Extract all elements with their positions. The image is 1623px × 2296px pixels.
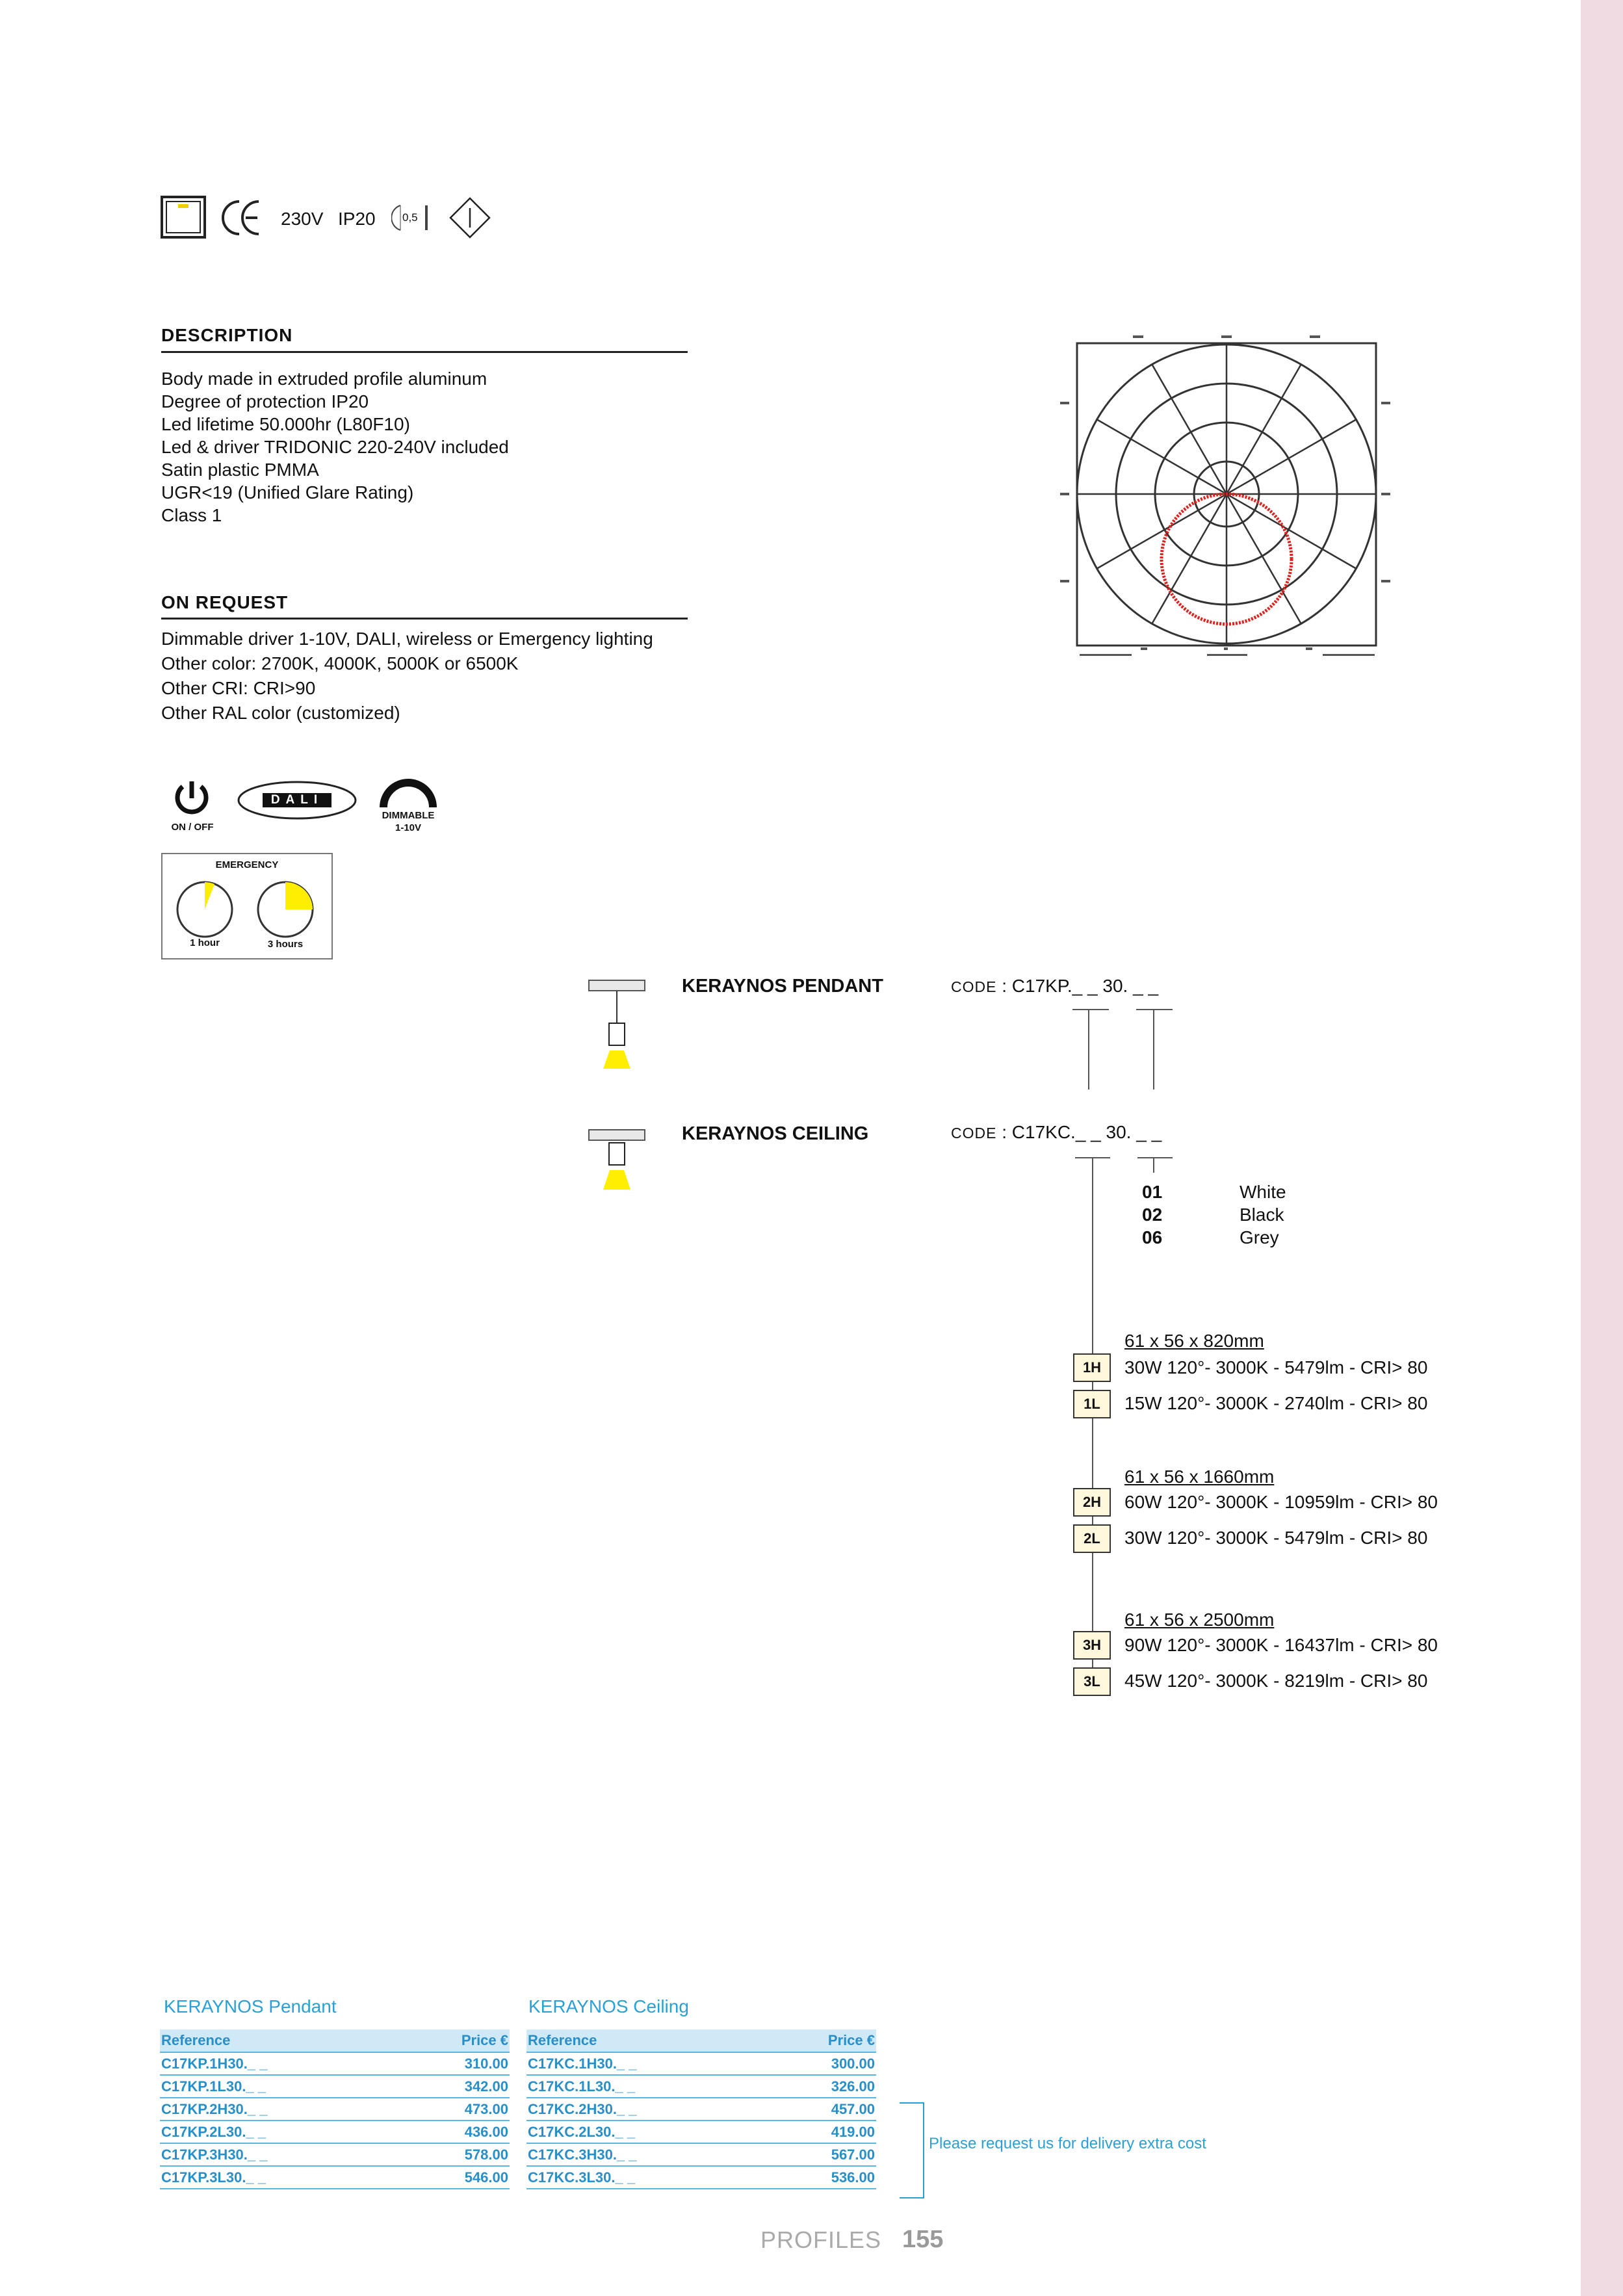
table-row [160, 2143, 510, 2166]
pendant-code-value: : C17KP._ _ 30. _ _ [1002, 976, 1159, 996]
emergency-3h-icon [256, 880, 315, 939]
reference-cell: C17KP.1L30._ _ [160, 2075, 400, 2098]
page-side-band [1581, 0, 1623, 2296]
header-reference: Reference [160, 2029, 400, 2052]
ceiling-code [951, 1122, 1162, 1143]
color-code: 02 [1142, 1205, 1163, 1225]
price-cell: 436.00 [400, 2120, 510, 2143]
reference-cell: C17KC.2L30._ _ [526, 2120, 769, 2143]
on-request-line: Other color: 2700K, 4000K, 5000K or 6500K [161, 653, 519, 673]
on-request-line: Other RAL color (customized) [161, 703, 400, 723]
option-code-box: 2H [1073, 1488, 1111, 1517]
color-connector-line [1153, 1157, 1154, 1173]
description-list [161, 367, 509, 527]
table-row [160, 2075, 510, 2098]
pendant-code-connector [1088, 1009, 1089, 1089]
table-row [160, 2120, 510, 2143]
pendant-title: KERAYNOS PENDANT [682, 976, 883, 997]
table-row [526, 2166, 876, 2189]
option-code-box: 3L [1073, 1667, 1111, 1696]
dimmable-icon [377, 777, 439, 810]
pendant-fixture-icon [585, 978, 650, 1069]
ceiling-title: KERAYNOS CEILING [682, 1123, 869, 1144]
price-cell: 457.00 [769, 2098, 876, 2120]
reference-cell: C17KC.3L30._ _ [526, 2166, 769, 2189]
price-cell: 342.00 [400, 2075, 510, 2098]
color-name: Black [1240, 1205, 1284, 1225]
option-code-box: 2L [1073, 1524, 1111, 1553]
ceiling-code-label: CODE [951, 1125, 997, 1141]
class-1-fixture-icon [160, 195, 208, 241]
pendant-code-tick [1072, 1009, 1109, 1010]
size-dimensions: 61 x 56 x 820mm [1124, 1331, 1264, 1351]
pendant-code-tick [1136, 1009, 1173, 1010]
header-reference: Reference [526, 2029, 769, 2052]
option-spec: 15W 120°- 3000K - 2740lm - CRI> 80 [1124, 1393, 1428, 1413]
table-row [526, 2120, 876, 2143]
pendant-price-table [160, 2029, 510, 2189]
photometric-polar-diagram [1056, 332, 1394, 663]
on-request-list [161, 627, 653, 725]
pendant-code-label: CODE [951, 978, 997, 995]
emergency-3h-label: 3 hours [267, 939, 304, 950]
ce-mark-icon [220, 196, 263, 239]
table-header-row [526, 2029, 876, 2052]
table-row [160, 2052, 510, 2075]
distance-value: 0,5 [402, 211, 418, 224]
certification-strip [160, 194, 498, 246]
price-cell: 326.00 [769, 2075, 876, 2098]
price-cell: 310.00 [400, 2052, 510, 2075]
ceiling-fixture-icon [585, 1127, 650, 1192]
description-line: Degree of protection IP20 [161, 391, 369, 411]
dimmable-label: DIMMABLE [382, 810, 435, 821]
reference-cell: C17KP.2H30._ _ [160, 2098, 400, 2120]
ceiling-code-tick [1137, 1157, 1173, 1158]
price-cell: 419.00 [769, 2120, 876, 2143]
option-code-box: 3H [1073, 1631, 1111, 1660]
reference-cell: C17KC.1L30._ _ [526, 2075, 769, 2098]
ceiling-table-title: KERAYNOS Ceiling [528, 1996, 689, 2016]
header-price: Price € [769, 2029, 876, 2052]
option-spec: 45W 120°- 3000K - 8219lm - CRI> 80 [1124, 1671, 1428, 1691]
color-name: Grey [1240, 1227, 1279, 1247]
description-line: Led lifetime 50.000hr (L80F10) [161, 414, 410, 434]
table-row [160, 2166, 510, 2189]
reference-cell: C17KC.3H30._ _ [526, 2143, 769, 2166]
reference-cell: C17KC.2H30._ _ [526, 2098, 769, 2120]
description-line: Class 1 [161, 505, 222, 525]
color-code: 01 [1142, 1182, 1163, 1202]
footer-section-label: PROFILES [760, 2226, 882, 2253]
on-request-line: Other CRI: CRI>90 [161, 678, 316, 698]
description-rule [161, 351, 688, 353]
power-icon [170, 777, 213, 820]
table-row [526, 2052, 876, 2075]
ip-rating-label: IP20 [338, 209, 376, 229]
price-cell: 578.00 [400, 2143, 510, 2166]
option-spec: 90W 120°- 3000K - 16437lm - CRI> 80 [1124, 1635, 1438, 1655]
option-spec: 30W 120°- 3000K - 5479lm - CRI> 80 [1124, 1357, 1428, 1377]
header-price: Price € [400, 2029, 510, 2052]
on-request-heading: ON REQUEST [161, 592, 289, 612]
table-row [526, 2075, 876, 2098]
reference-cell: C17KP.2L30._ _ [160, 2120, 400, 2143]
on-request-rule [161, 618, 688, 620]
distance-icon [391, 202, 433, 234]
dali-badge [237, 780, 357, 820]
dimmable-range-label: 1-10V [395, 822, 422, 833]
size-dimensions: 61 x 56 x 2500mm [1124, 1610, 1275, 1630]
description-line: Led & driver TRIDONIC 220-240V included [161, 437, 509, 457]
table-header-row [160, 2029, 510, 2052]
table-row [526, 2098, 876, 2120]
description-line: UGR<19 (Unified Glare Rating) [161, 482, 414, 502]
emergency-1h-icon [175, 880, 234, 939]
voltage-label: 230V [281, 209, 324, 229]
on-off-label: ON / OFF [171, 822, 214, 833]
ceiling-code-value: : C17KC._ _ 30. _ _ [1002, 1122, 1162, 1142]
option-spec: 60W 120°- 3000K - 10959lm - CRI> 80 [1124, 1492, 1438, 1512]
price-cell: 546.00 [400, 2166, 510, 2189]
emergency-1h-label: 1 hour [190, 937, 220, 948]
description-line: Body made in extruded profile aluminum [161, 369, 487, 389]
color-code: 06 [1142, 1227, 1163, 1247]
price-cell: 300.00 [769, 2052, 876, 2075]
table-row [160, 2098, 510, 2120]
surface-mount-icon [448, 196, 491, 239]
page-number: 155 [902, 2226, 944, 2253]
description-line: Satin plastic PMMA [161, 460, 319, 480]
reference-cell: C17KP.3L30._ _ [160, 2166, 400, 2189]
option-code-box: 1L [1073, 1390, 1111, 1418]
pendant-code [951, 976, 1158, 997]
pendant-code-connector [1153, 1009, 1154, 1089]
reference-cell: C17KP.3H30._ _ [160, 2143, 400, 2166]
price-cell: 536.00 [769, 2166, 876, 2189]
on-request-line: Dimmable driver 1-10V, DALI, wireless or Emergency lighting [161, 629, 653, 649]
table-row [526, 2143, 876, 2166]
price-cell: 473.00 [400, 2098, 510, 2120]
emergency-box [161, 853, 333, 959]
emergency-label: EMERGENCY [215, 859, 279, 870]
dali-text: DALI [270, 793, 324, 807]
description-heading: DESCRIPTION [161, 325, 293, 345]
delivery-note-bracket [900, 2102, 924, 2198]
price-cell: 567.00 [769, 2143, 876, 2166]
pendant-table-title: KERAYNOS Pendant [164, 1996, 337, 2016]
reference-cell: C17KC.1H30._ _ [526, 2052, 769, 2075]
color-name: White [1240, 1182, 1286, 1202]
delivery-note: Please request us for delivery extra cost [929, 2135, 1206, 2152]
ceiling-price-table [526, 2029, 876, 2189]
size-dimensions: 61 x 56 x 1660mm [1124, 1467, 1275, 1487]
reference-cell: C17KP.1H30._ _ [160, 2052, 400, 2075]
option-spec: 30W 120°- 3000K - 5479lm - CRI> 80 [1124, 1528, 1428, 1548]
option-code-box: 1H [1073, 1353, 1111, 1382]
